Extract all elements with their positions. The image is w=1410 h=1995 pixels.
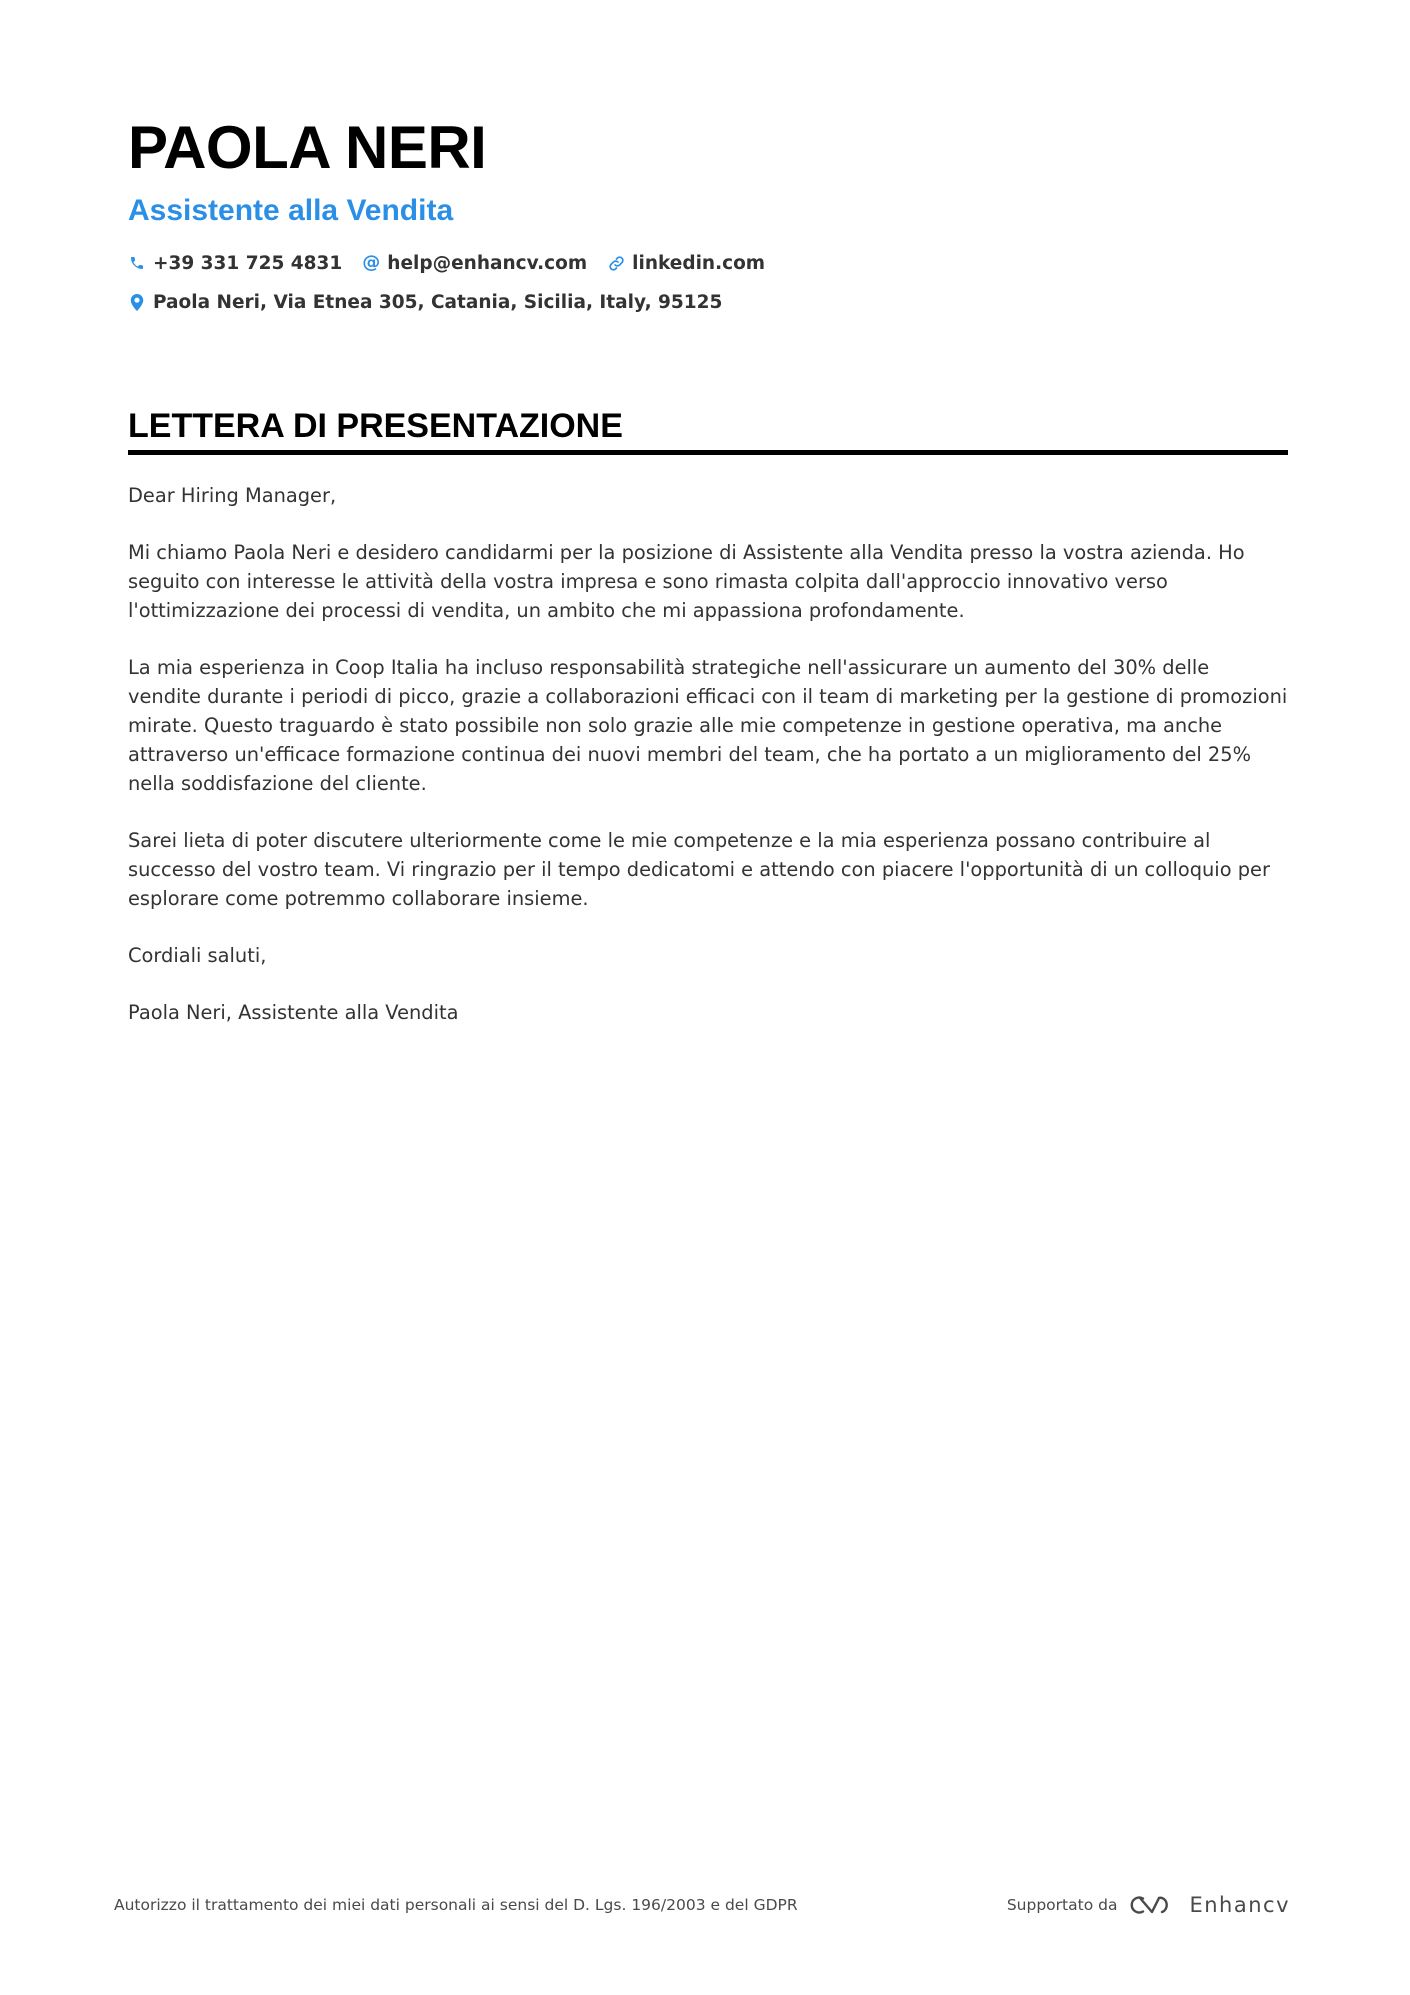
powered-by[interactable] [1007,1892,1290,1918]
greeting: Dear Hiring Manager, [128,484,337,507]
email-contact[interactable] [362,253,587,274]
address-contact [128,292,722,313]
cover-letter-section [128,404,1288,1055]
link-icon [607,254,625,272]
paragraph: La mia esperienza in Coop Italia ha incluso responsabilità strategiche nell'assicurare un aumento del 30% delle vendite durante i periodi di picco, grazie a collaborazioni efficaci con il team di marketing per la gestione di promozioni mirate. Questo traguardo è stato possibile non solo grazie alle mie competenze in gestione operativa, ma anche attraverso un'efficace formazione continua dei nuovi membri del team, che ha portato a un miglioramento del 25% nella soddisfazione del cliente. [128,656,1288,795]
signature: Paola Neri, Assistente alla Vendita [128,1001,459,1024]
phone-contact[interactable] [128,253,342,274]
at-icon: @ [362,252,381,273]
phone-number: +39 331 725 4831 [153,252,343,274]
letter-body [128,481,1288,1027]
enhancv-logo-icon [1129,1892,1175,1918]
phone-icon [128,254,146,272]
brand-name: Enhancv [1189,1893,1290,1917]
powered-by-label: Supportato da [1006,1896,1118,1914]
closing: Cordiali saluti, [128,944,267,967]
email-address: help@enhancv.com [387,252,588,274]
linkedin-contact[interactable] [607,253,765,274]
paragraph: Mi chiamo Paola Neri e desidero candidarmi per la posizione di Assistente alla Vendita presso la vostra azienda. Ho seguito con interesse le attività della vostra impresa e sono rimasta colpita dall'approccio innovativo verso l'ottimizzazione dei processi di vendita, un ambito che mi appassiona profondamente. [128,541,1245,622]
footer [114,1890,1290,1920]
address-row [128,289,1288,315]
contact-row [128,250,1288,276]
header [128,112,1288,315]
section-title: LETTERA DI PRESENTAZIONE [128,404,1288,455]
job-title: Assistente alla Vendita [128,194,454,227]
address-text: Paola Neri, Via Etnea 305, Catania, Sicilia, Italy, 95125 [153,291,723,313]
candidate-name: PAOLA NERI [128,114,487,181]
paragraph: Sarei lieta di poter discutere ulteriormente come le mie competenze e la mia esperienza possano contribuire al successo del vostro team. Vi ringrazio per il tempo dedicatomi e attendo con piacere l'opportunità di un colloquio per esplorare come potremmo collaborare insieme. [128,829,1270,910]
linkedin-url: linkedin.com [632,252,766,274]
location-pin-icon [128,293,146,311]
consent-text: Autorizzo il trattamento dei miei dati personali ai sensi del D. Lgs. 196/2003 e del GDPR [114,1896,798,1914]
